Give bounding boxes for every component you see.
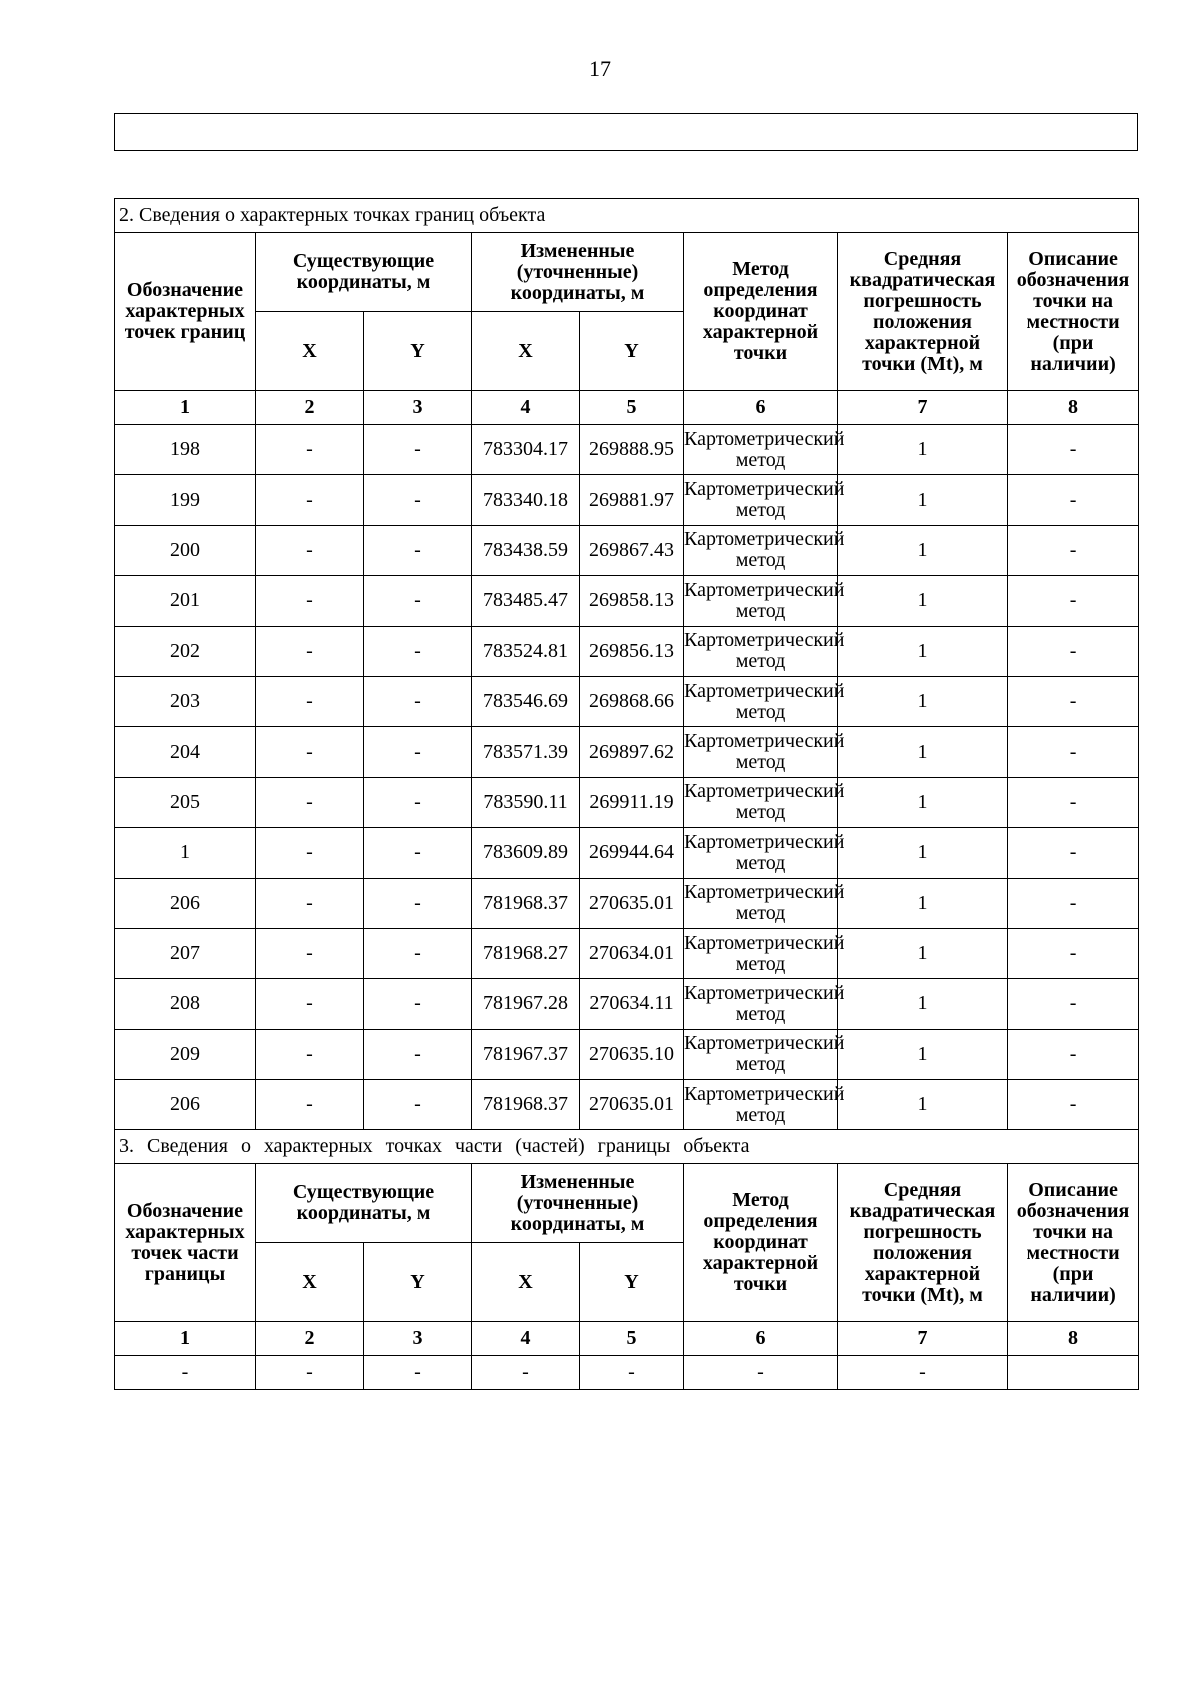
column-number: 3: [364, 1322, 472, 1356]
cell-changed-x: 783571.39: [472, 727, 580, 777]
section2-title: 2. Сведения о характерных точках границ объекта: [115, 199, 1139, 233]
cell-changed-x: 783546.69: [472, 676, 580, 726]
table-row: [115, 525, 1139, 575]
cell-method: Картометрический метод: [684, 576, 838, 626]
cell-mt-error: 1: [838, 878, 1008, 928]
cell-description: -: [1008, 626, 1139, 676]
cell-mt-error: 1: [838, 475, 1008, 525]
cell-changed-y: 269881.97: [580, 475, 684, 525]
cell-description: -: [1008, 525, 1139, 575]
cell-existing-x: -: [256, 425, 364, 475]
cell-method: Картометрический метод: [684, 1029, 838, 1079]
table-row: [115, 928, 1139, 978]
cell-existing-y: -: [364, 475, 472, 525]
cell-changed-y: 269897.62: [580, 727, 684, 777]
cell-method: Картометрический метод: [684, 676, 838, 726]
s2-header-changed-y: Y: [580, 312, 684, 391]
section2-title-row: [115, 199, 1139, 233]
s3-header-changed-x: X: [472, 1243, 580, 1322]
cell-mt-error: 1: [838, 777, 1008, 827]
column-number: 3: [364, 391, 472, 425]
cell-existing-x: -: [256, 727, 364, 777]
cell-existing-y: -: [364, 1029, 472, 1079]
cell-description: -: [1008, 828, 1139, 878]
s2-header-existing-x: X: [256, 312, 364, 391]
cell-existing-x: -: [256, 475, 364, 525]
cell-existing-x: -: [256, 777, 364, 827]
cell-existing-y: -: [364, 425, 472, 475]
cell-mt-error: 1: [838, 525, 1008, 575]
table-row: [115, 878, 1139, 928]
cell-changed-y: 269867.43: [580, 525, 684, 575]
cell-existing-x: -: [256, 676, 364, 726]
s3-header-changed-coords: Измененные (уточненные) координаты, м: [472, 1164, 684, 1243]
cell-method: Картометрический метод: [684, 777, 838, 827]
column-number: 7: [838, 391, 1008, 425]
cell-changed-y: 269856.13: [580, 626, 684, 676]
cell-existing-x: -: [256, 828, 364, 878]
cell-point-designation: 208: [115, 979, 256, 1029]
column-number: 8: [1008, 1322, 1139, 1356]
cell-point-designation: 205: [115, 777, 256, 827]
cell-point-designation: 204: [115, 727, 256, 777]
cell-existing-x: -: [256, 525, 364, 575]
table-cell: -: [472, 1356, 580, 1390]
s2-header-description: Описание обозначения точки на местности (при наличии): [1008, 233, 1139, 391]
column-number: 6: [684, 391, 838, 425]
cell-changed-y: 270635.01: [580, 1080, 684, 1130]
cell-description: -: [1008, 576, 1139, 626]
section3-header-row-top: [115, 1164, 1139, 1243]
cell-changed-y: 269944.64: [580, 828, 684, 878]
cell-existing-y: -: [364, 576, 472, 626]
cell-description: -: [1008, 878, 1139, 928]
table-cell: -: [256, 1356, 364, 1390]
cell-existing-y: -: [364, 525, 472, 575]
table-cell: [1008, 1356, 1139, 1390]
cell-method: Картометрический метод: [684, 626, 838, 676]
table-cell: -: [115, 1356, 256, 1390]
cell-changed-x: 781968.27: [472, 928, 580, 978]
column-number: 7: [838, 1322, 1008, 1356]
cell-mt-error: 1: [838, 576, 1008, 626]
table-row: [115, 475, 1139, 525]
cell-changed-x: 783304.17: [472, 425, 580, 475]
cell-point-designation: 199: [115, 475, 256, 525]
cell-changed-y: 269911.19: [580, 777, 684, 827]
table-cell: -: [684, 1356, 838, 1390]
section3-column-numbers: [115, 1322, 1139, 1356]
cell-mt-error: 1: [838, 1080, 1008, 1130]
cell-mt-error: 1: [838, 828, 1008, 878]
cell-method: Картометрический метод: [684, 1080, 838, 1130]
table-row: [115, 777, 1139, 827]
table-cell: -: [580, 1356, 684, 1390]
cell-mt-error: 1: [838, 425, 1008, 475]
section3-title: 3. Сведения о характерных точках части (частей) границы объекта: [115, 1130, 1139, 1164]
s2-header-existing-coords: Существующие координаты, м: [256, 233, 472, 312]
cell-point-designation: 207: [115, 928, 256, 978]
cell-method: Картометрический метод: [684, 878, 838, 928]
cell-changed-y: 270634.11: [580, 979, 684, 1029]
s2-header-changed-coords: Измененные (уточненные) координаты, м: [472, 233, 684, 312]
cell-point-designation: 201: [115, 576, 256, 626]
s3-header-changed-y: Y: [580, 1243, 684, 1322]
cell-method: Картометрический метод: [684, 525, 838, 575]
cell-existing-y: -: [364, 1080, 472, 1130]
column-number: 4: [472, 391, 580, 425]
column-number: 2: [256, 391, 364, 425]
table-cell: -: [838, 1356, 1008, 1390]
cell-changed-x: 783438.59: [472, 525, 580, 575]
cell-existing-x: -: [256, 1080, 364, 1130]
cell-mt-error: 1: [838, 1029, 1008, 1079]
table-cell: -: [364, 1356, 472, 1390]
table-row: [115, 1080, 1139, 1130]
cell-existing-x: -: [256, 928, 364, 978]
cell-existing-y: -: [364, 626, 472, 676]
cell-method: Картометрический метод: [684, 475, 838, 525]
cell-existing-x: -: [256, 576, 364, 626]
section2-column-numbers: [115, 391, 1139, 425]
column-number: 6: [684, 1322, 838, 1356]
cell-method: Картометрический метод: [684, 979, 838, 1029]
cell-changed-x: 781967.37: [472, 1029, 580, 1079]
s3-header-error: Средняя квадратическая погрешность положения характерной точки (Mt), м: [838, 1164, 1008, 1322]
cell-existing-x: -: [256, 979, 364, 1029]
empty-header-box: [114, 113, 1138, 151]
table-row: [115, 425, 1139, 475]
table-row: [115, 727, 1139, 777]
cell-changed-x: 783590.11: [472, 777, 580, 827]
cell-existing-y: -: [364, 928, 472, 978]
cell-mt-error: 1: [838, 676, 1008, 726]
cell-point-designation: 206: [115, 1080, 256, 1130]
cell-existing-x: -: [256, 878, 364, 928]
cell-existing-x: -: [256, 626, 364, 676]
column-number: 5: [580, 1322, 684, 1356]
column-number: 1: [115, 1322, 256, 1356]
cell-description: -: [1008, 425, 1139, 475]
cell-changed-y: 270634.01: [580, 928, 684, 978]
cell-changed-x: 783485.47: [472, 576, 580, 626]
cell-description: -: [1008, 1029, 1139, 1079]
cell-method: Картометрический метод: [684, 828, 838, 878]
cell-mt-error: 1: [838, 727, 1008, 777]
cell-existing-y: -: [364, 979, 472, 1029]
s3-header-existing-y: Y: [364, 1243, 472, 1322]
cell-method: Картометрический метод: [684, 928, 838, 978]
s2-header-changed-x: X: [472, 312, 580, 391]
cell-changed-y: 270635.10: [580, 1029, 684, 1079]
table-row: [115, 626, 1139, 676]
s3-header-existing-coords: Существующие координаты, м: [256, 1164, 472, 1243]
s3-header-point-designation: Обозначение характерных точек части границы: [115, 1164, 256, 1322]
cell-changed-x: 781968.37: [472, 1080, 580, 1130]
s3-header-existing-x: X: [256, 1243, 364, 1322]
cell-changed-x: 781968.37: [472, 878, 580, 928]
cell-changed-y: 269868.66: [580, 676, 684, 726]
s2-header-error: Средняя квадратическая погрешность положения характерной точки (Mt), м: [838, 233, 1008, 391]
section3-title-row: [115, 1130, 1139, 1164]
table-row: [115, 1029, 1139, 1079]
cell-method: Картометрический метод: [684, 727, 838, 777]
cell-existing-y: -: [364, 878, 472, 928]
section3-empty-row: [115, 1356, 1139, 1390]
cell-changed-x: 781967.28: [472, 979, 580, 1029]
cell-mt-error: 1: [838, 979, 1008, 1029]
cell-point-designation: 209: [115, 1029, 256, 1079]
cell-description: -: [1008, 475, 1139, 525]
section2-header-row-top: [115, 233, 1139, 312]
s2-header-point-designation: Обозначение характерных точек границ: [115, 233, 256, 391]
cell-point-designation: 200: [115, 525, 256, 575]
column-number: 5: [580, 391, 684, 425]
cell-description: -: [1008, 1080, 1139, 1130]
cell-changed-y: 270635.01: [580, 878, 684, 928]
cell-description: -: [1008, 777, 1139, 827]
cell-changed-x: 783609.89: [472, 828, 580, 878]
table-row: [115, 828, 1139, 878]
s2-header-method: Метод определения координат характерной точки: [684, 233, 838, 391]
column-number: 4: [472, 1322, 580, 1356]
cell-description: -: [1008, 676, 1139, 726]
cell-point-designation: 202: [115, 626, 256, 676]
cell-existing-y: -: [364, 777, 472, 827]
cell-changed-y: 269888.95: [580, 425, 684, 475]
cell-method: Картометрический метод: [684, 425, 838, 475]
cell-point-designation: 1: [115, 828, 256, 878]
cell-description: -: [1008, 727, 1139, 777]
column-number: 1: [115, 391, 256, 425]
s2-header-existing-y: Y: [364, 312, 472, 391]
cell-point-designation: 206: [115, 878, 256, 928]
cell-existing-x: -: [256, 1029, 364, 1079]
page-number: 17: [589, 56, 611, 81]
table-row: [115, 676, 1139, 726]
table-row: [115, 576, 1139, 626]
cell-mt-error: 1: [838, 626, 1008, 676]
s3-header-method: Метод определения координат характерной точки: [684, 1164, 838, 1322]
column-number: 8: [1008, 391, 1139, 425]
s3-header-description: Описание обозначения точки на местности (при наличии): [1008, 1164, 1139, 1322]
cell-existing-y: -: [364, 828, 472, 878]
boundary-points-table: [114, 198, 1139, 1390]
cell-existing-y: -: [364, 676, 472, 726]
cell-changed-x: 783524.81: [472, 626, 580, 676]
cell-point-designation: 203: [115, 676, 256, 726]
column-number: 2: [256, 1322, 364, 1356]
table-row: [115, 979, 1139, 1029]
cell-point-designation: 198: [115, 425, 256, 475]
cell-existing-y: -: [364, 727, 472, 777]
cell-description: -: [1008, 979, 1139, 1029]
cell-changed-y: 269858.13: [580, 576, 684, 626]
cell-changed-x: 783340.18: [472, 475, 580, 525]
cell-description: -: [1008, 928, 1139, 978]
cell-mt-error: 1: [838, 928, 1008, 978]
